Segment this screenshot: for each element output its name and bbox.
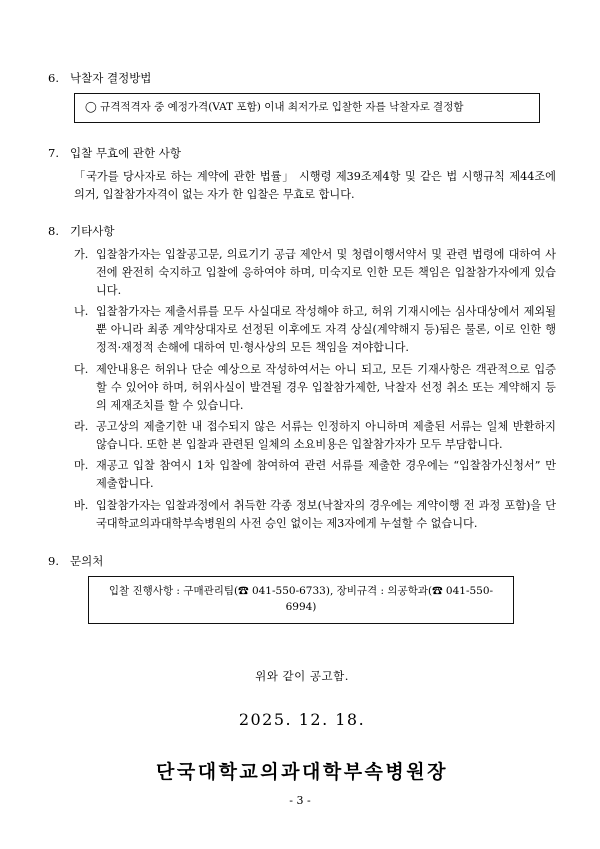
section-nakchalja-decision xyxy=(48,70,556,123)
section-other-matters xyxy=(48,223,556,533)
closing-statement: 위와 같이 공고함. xyxy=(255,668,349,683)
document-content xyxy=(48,70,556,784)
section-contact xyxy=(48,553,556,624)
section-title: 낙찰자 결정방법 xyxy=(70,71,152,85)
list-item-label: 가. xyxy=(74,247,89,261)
list-item xyxy=(74,497,556,533)
list-item-label: 라. xyxy=(74,420,89,434)
section-number: 6. xyxy=(48,71,59,85)
section-heading xyxy=(48,223,556,240)
list-item-text: 입찰참가자는 제출서류를 모두 사실대로 작성해야 하고, 허위 기재시에는 심사대상에서 제외될 뿐 아니라 최종 계약상대자로 선정된 이후에도 자격 상실(계약해지 등)됨은 물론, 이로 인한 행정적·재정적 손해에 대하여 민·형사상의 모든 책임을 져야합니다. xyxy=(96,305,556,355)
list-item-text: 입찰참가자는 입찰과정에서 취득한 각종 정보(낙찰자의 경우에는 계약이행 전 과정 포함)을 단국대학교의과대학부속병원의 사전 승인 없이는 제3자에게 누설할 수 없습니다. xyxy=(96,498,556,530)
section-heading xyxy=(48,145,556,162)
section-title: 문의처 xyxy=(70,553,104,568)
list-item-label: 마. xyxy=(74,459,89,473)
issuer-name: 단국대학교의과대학부속병원장 xyxy=(156,760,448,783)
section-7-paragraph: 「국가를 당사자로 하는 계약에 관한 법률」 시행령 제39조제4항 및 같은 법 시행규칙 제44조에 의거, 입찰참가자격이 없는 자가 한 입찰은 무효로 합니다. xyxy=(74,170,556,202)
list-item-label: 바. xyxy=(74,498,89,512)
list-item-label: 다. xyxy=(74,362,89,376)
list-item xyxy=(74,361,556,415)
contact-box: 입찰 진행사항 : 구매관리팀(☎ 041-550-6733), 장비규격 : 의공학과(☎ 041-550-6994) xyxy=(88,576,514,624)
list-item-text: 재공고 입찰 참여시 1차 입찰에 참여하여 관련 서류를 제출한 경우에는 “입찰참가신청서” 만 제출합니다. xyxy=(96,459,556,491)
list-item xyxy=(74,457,556,493)
announcement-date: 2025. 12. 18. xyxy=(238,709,366,729)
section-number: 9. xyxy=(48,553,59,568)
section-bid-invalidity xyxy=(48,145,556,205)
list-item-text: 제안내용은 허위나 단순 예상으로 작성하여서는 아니 되고, 모든 기재사항은 객관적으로 입증할 수 있어야 하며, 허위사실이 발견될 경우 입찰참가제한, 낙찰자 선정 취소 또는 계약해지 등의 제재조치를 할 수 있습니다. xyxy=(96,362,556,412)
list-item xyxy=(74,246,556,300)
section-heading xyxy=(48,70,556,87)
list-item-text: 입찰참가자는 입찰공고문, 의료기기 공급 제안서 및 청렴이행서약서 및 관련 법령에 대하여 사전에 완전히 숙지하고 입찰에 응하여야 하며, 미숙지로 인한 모든 책임은 입찰참가자에게 있습니다. xyxy=(96,247,556,298)
list-item-text: 공고상의 제출기한 내 접수되지 않은 서류는 인정하지 아니하며 제출된 서류는 일체 반환하지 않습니다. 또한 본 입찰과 관련된 일체의 소요비용은 입찰참가자가 모두 부담합니다. xyxy=(96,420,556,452)
section-number: 7. xyxy=(48,146,59,160)
section-6-box: ◯ 규격적격자 중 예정가격(VAT 포함) 이내 최저가로 입찰한 자를 낙찰자로 결정함 xyxy=(74,93,540,123)
section-number: 8. xyxy=(48,223,59,238)
list-item xyxy=(74,303,556,357)
list-item-label: 나. xyxy=(74,305,89,319)
section-title: 기타사항 xyxy=(70,223,115,238)
list-item xyxy=(74,418,556,454)
section-8-list xyxy=(74,246,556,533)
page-number: - 3 - xyxy=(289,794,311,807)
section-title: 입찰 무효에 관한 사항 xyxy=(70,146,181,160)
section-heading xyxy=(48,553,556,570)
